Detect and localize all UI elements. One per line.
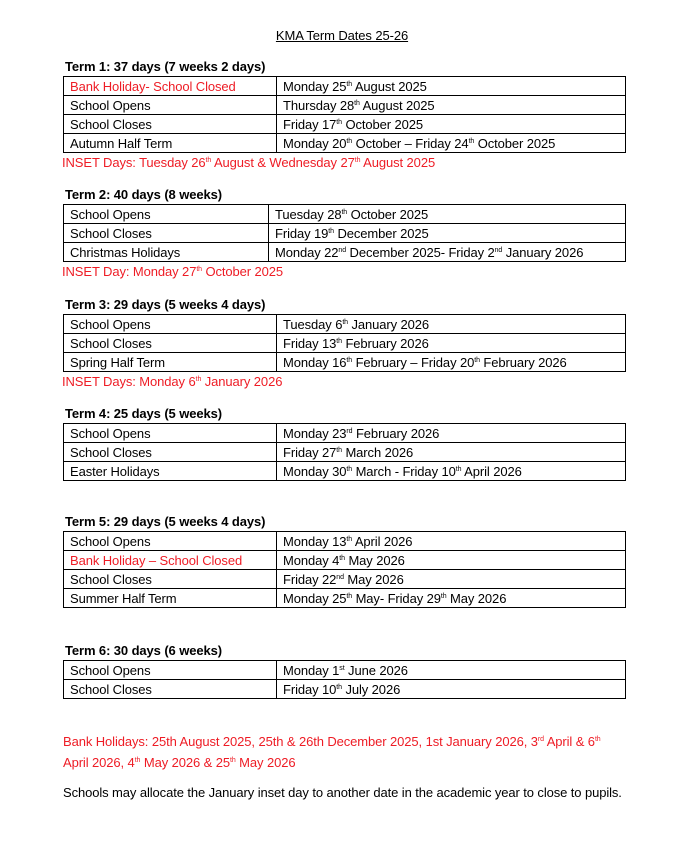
inset-days-note: INSET Day: Monday 27th October 2025 bbox=[62, 264, 284, 279]
event-label: School Opens bbox=[64, 661, 277, 680]
ordinal-suffix: th bbox=[474, 356, 480, 364]
ordinal-suffix: th bbox=[346, 592, 353, 600]
table-row bbox=[64, 134, 626, 153]
ordinal-suffix: th bbox=[346, 535, 353, 543]
term-heading: Term 4: 25 days (5 weeks) bbox=[65, 406, 222, 421]
term-heading: Term 3: 29 days (5 weeks 4 days) bbox=[65, 297, 266, 312]
ordinal-suffix: th bbox=[336, 118, 342, 126]
table-row bbox=[64, 443, 626, 462]
event-label: School Closes bbox=[64, 115, 277, 134]
event-label: School Opens bbox=[64, 424, 277, 443]
inset-days-note: INSET Days: Monday 6th January 2026 bbox=[62, 374, 283, 389]
ordinal-suffix: rd bbox=[537, 736, 544, 743]
event-date: Monday 4th May 2026 bbox=[277, 551, 626, 570]
ordinal-suffix: th bbox=[594, 736, 601, 743]
term-heading: Term 6: 30 days (6 weeks) bbox=[65, 643, 222, 658]
table-row bbox=[64, 462, 626, 481]
event-label: School Opens bbox=[64, 96, 277, 115]
event-date: Friday 17th October 2025 bbox=[277, 115, 626, 134]
event-label: School Opens bbox=[64, 532, 277, 551]
event-label: Christmas Holidays bbox=[64, 243, 269, 262]
ordinal-suffix: th bbox=[339, 554, 345, 562]
ordinal-suffix: th bbox=[336, 683, 342, 691]
event-date: Friday 10th July 2026 bbox=[277, 680, 626, 699]
term-3-section bbox=[63, 296, 626, 392]
event-label: Easter Holidays bbox=[64, 462, 277, 481]
page-title: KMA Term Dates 25-26 bbox=[275, 28, 409, 43]
term-dates-table bbox=[63, 531, 626, 608]
ordinal-suffix: th bbox=[328, 227, 334, 235]
ordinal-suffix: th bbox=[354, 157, 361, 164]
term-heading: Term 1: 37 days (7 weeks 2 days) bbox=[65, 59, 266, 74]
term-dates-table bbox=[63, 76, 626, 153]
term-dates-table bbox=[63, 423, 626, 481]
inset-days-note: INSET Days: Tuesday 26th August & Wednesday 27th August 2025 bbox=[62, 155, 436, 170]
term-5-section bbox=[63, 513, 626, 608]
table-row bbox=[64, 243, 626, 262]
ordinal-suffix: nd bbox=[494, 246, 503, 254]
term-6-section bbox=[63, 642, 626, 699]
event-label: Bank Holiday- School Closed bbox=[64, 77, 277, 96]
event-date: Tuesday 6th January 2026 bbox=[277, 315, 626, 334]
term-1-section bbox=[63, 58, 626, 173]
ordinal-suffix: th bbox=[346, 465, 353, 473]
inset-allocation-note: Schools may allocate the January inset day to another date in the academic year to close to pupils. bbox=[63, 785, 622, 800]
table-row bbox=[64, 205, 626, 224]
ordinal-suffix: th bbox=[346, 80, 353, 88]
ordinal-suffix: th bbox=[230, 757, 236, 764]
ordinal-suffix: th bbox=[342, 318, 348, 326]
table-row bbox=[64, 115, 626, 134]
ordinal-suffix: nd bbox=[336, 573, 344, 581]
event-date: Thursday 28th August 2025 bbox=[277, 96, 626, 115]
event-date: Friday 22nd May 2026 bbox=[277, 570, 626, 589]
table-row bbox=[64, 334, 626, 353]
table-row bbox=[64, 77, 626, 96]
event-date: Monday 30th March - Friday 10th April 2026 bbox=[277, 462, 626, 481]
event-date: Monday 16th February – Friday 20th February 2026 bbox=[277, 353, 626, 372]
ordinal-suffix: th bbox=[354, 99, 360, 107]
term-heading: Term 2: 40 days (8 weeks) bbox=[65, 187, 222, 202]
table-row bbox=[64, 680, 626, 699]
table-row bbox=[64, 315, 626, 334]
event-date: Monday 25th May- Friday 29th May 2026 bbox=[277, 589, 626, 608]
event-label: School Opens bbox=[64, 315, 277, 334]
event-date: Monday 23rd February 2026 bbox=[277, 424, 626, 443]
event-date: Monday 22nd December 2025- Friday 2nd January 2026 bbox=[269, 243, 626, 262]
event-label: Autumn Half Term bbox=[64, 134, 277, 153]
event-date: Monday 20th October – Friday 24th October 2025 bbox=[277, 134, 626, 153]
ordinal-suffix: th bbox=[336, 337, 342, 345]
event-date: Friday 27th March 2026 bbox=[277, 443, 626, 462]
ordinal-suffix: rd bbox=[346, 427, 353, 435]
event-label: School Closes bbox=[64, 443, 277, 462]
ordinal-suffix: th bbox=[205, 157, 212, 164]
term-dates-table bbox=[63, 660, 626, 699]
ordinal-suffix: th bbox=[341, 208, 348, 216]
ordinal-suffix: th bbox=[336, 446, 342, 454]
event-label: Bank Holiday – School Closed bbox=[64, 551, 277, 570]
ordinal-suffix: th bbox=[346, 137, 353, 145]
table-row bbox=[64, 532, 626, 551]
event-date: Friday 19th December 2025 bbox=[269, 224, 626, 243]
event-label: School Closes bbox=[64, 570, 277, 589]
table-row bbox=[64, 570, 626, 589]
term-heading: Term 5: 29 days (5 weeks 4 days) bbox=[65, 514, 266, 529]
ordinal-suffix: th bbox=[134, 757, 141, 764]
ordinal-suffix: th bbox=[346, 356, 353, 364]
event-label: School Opens bbox=[64, 205, 269, 224]
event-label: School Closes bbox=[64, 224, 269, 243]
table-row bbox=[64, 424, 626, 443]
table-row bbox=[64, 551, 626, 570]
event-date: Tuesday 28th October 2025 bbox=[269, 205, 626, 224]
event-date: Monday 13th April 2026 bbox=[277, 532, 626, 551]
table-row bbox=[64, 661, 626, 680]
event-date: Monday 25th August 2025 bbox=[277, 77, 626, 96]
ordinal-suffix: th bbox=[468, 137, 475, 145]
ordinal-suffix: nd bbox=[338, 246, 347, 254]
term-2-section bbox=[63, 186, 626, 282]
event-label: Spring Half Term bbox=[64, 353, 277, 372]
ordinal-suffix: th bbox=[440, 592, 447, 600]
table-row bbox=[64, 353, 626, 372]
term-dates-table bbox=[63, 204, 626, 262]
event-label: School Closes bbox=[64, 334, 277, 353]
table-row bbox=[64, 224, 626, 243]
event-label: School Closes bbox=[64, 680, 277, 699]
ordinal-suffix: th bbox=[195, 376, 202, 383]
event-label: Summer Half Term bbox=[64, 589, 277, 608]
table-row bbox=[64, 589, 626, 608]
table-row bbox=[64, 96, 626, 115]
term-4-section bbox=[63, 405, 626, 481]
ordinal-suffix: th bbox=[455, 465, 462, 473]
event-date: Friday 13th February 2026 bbox=[277, 334, 626, 353]
ordinal-suffix: th bbox=[196, 266, 202, 273]
ordinal-suffix: st bbox=[339, 664, 345, 672]
event-date: Monday 1st June 2026 bbox=[277, 661, 626, 680]
term-dates-table bbox=[63, 314, 626, 372]
bank-holidays-note: Bank Holidays: 25th August 2025, 25th & 26th December 2025, 1st January 2026, 3rd April & 6th April 2026, 4th May 2026 & 25th May 2026 bbox=[63, 734, 601, 770]
